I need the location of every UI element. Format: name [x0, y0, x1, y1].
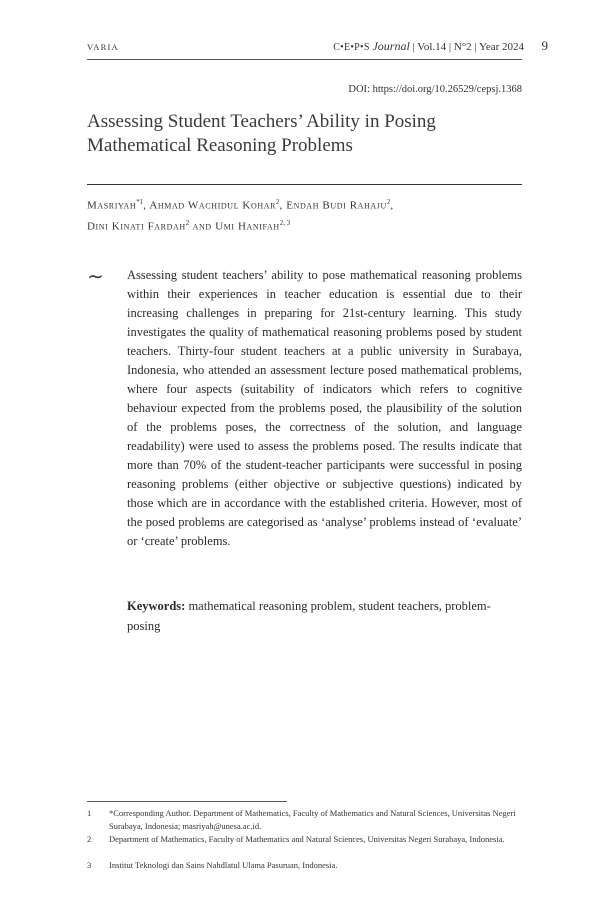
footnote: [87, 859, 522, 872]
author-affiliation: *1: [136, 198, 144, 206]
author-affiliation: 2: [386, 198, 391, 206]
journal-abbrev: C•E•P•S: [333, 42, 370, 53]
author-name: Umi Hanifah: [215, 220, 280, 233]
author-separator: ,: [390, 199, 394, 212]
doi-link[interactable]: DOI: https://doi.org/10.26529/cepsj.1368: [348, 84, 522, 95]
footnote-text: *Corresponding Author. Department of Mathematics, Faculty of Mathematics and Natural Sciences, Universitas Negeri Surabaya, Indonesia; masriyah@unesa.ac.id.: [109, 808, 516, 831]
abstract-text: Assessing student teachers’ ability to pose mathematical reasoning problems within their experiences in teacher education is essential due to their increasing challenges in preparing for 21st-century learning. This study investigates the quality of mathematical reasoning problems posed by student teachers. Thirty-four student teachers at a public university in Surabaya, Indonesia, who attended an assessment lecture posed mathematical problems, where four aspects (suitability of indicators which refers to cognitive behaviour expected from the problems posed, the plausibility of the solution of the problems poses, the correctness of the solution, and language readability) were used to assess the problems posed. The results indicate that more than 70% of the student-teacher participants were successful in posing reasoning problems (either objective or subjective questions) indicated by those which are in accordance with the established criteria. However, most of the posed problems are categorised as ‘analyse’ problems instead of ‘evaluate’ or ‘create’ problems.: [127, 268, 522, 548]
journal-word: Journal: [372, 39, 410, 53]
abstract-marker-icon: ∼: [87, 264, 104, 288]
author-affiliation: 2: [185, 218, 190, 227]
author-affiliation: 2, 3: [279, 218, 291, 227]
journal-issue: | Vol.14 | N°2 | Year 2024: [412, 41, 524, 53]
keywords-text: mathematical reasoning problem, student teachers, problem-posing: [127, 599, 491, 633]
author-name: Dini Kinati Fardah: [87, 220, 186, 233]
footnote: [87, 833, 522, 846]
header-divider: [87, 59, 522, 60]
footnote-number: 3: [87, 860, 92, 870]
footnote-number: 1: [87, 808, 92, 818]
keywords-label: Keywords:: [127, 599, 186, 613]
section-label: VARIA: [87, 42, 119, 52]
author-conjunction: and: [189, 220, 216, 233]
page-number: 9: [541, 38, 548, 53]
author-name: Endah Budi Rahaju: [286, 199, 387, 212]
author-name: Ahmad Wachidul Kohar: [149, 199, 277, 212]
keywords: [127, 597, 522, 636]
footnote-text: Department of Mathematics, Faculty of Mathematics and Natural Sciences, Universitas Negeri Surabaya, Indonesia.: [109, 834, 505, 844]
author-name: Masriyah: [87, 199, 137, 212]
article-title: Assessing Student Teachers’ Ability in Posing Mathematical Reasoning Problems: [87, 111, 436, 156]
author-list: [87, 194, 527, 235]
author-separator: ,: [279, 199, 287, 212]
author-separator: ,: [143, 199, 150, 212]
footnote-text: Institut Teknologi dan Sains Nahdlatul Ulama Pasuruan, Indonesia.: [109, 860, 338, 870]
author-affiliation: 2: [276, 198, 280, 206]
footnote-number: 2: [87, 834, 92, 844]
footnote-divider: [87, 801, 287, 802]
footnote: [87, 807, 522, 832]
journal-header: [333, 39, 524, 54]
title-divider: [87, 184, 522, 185]
